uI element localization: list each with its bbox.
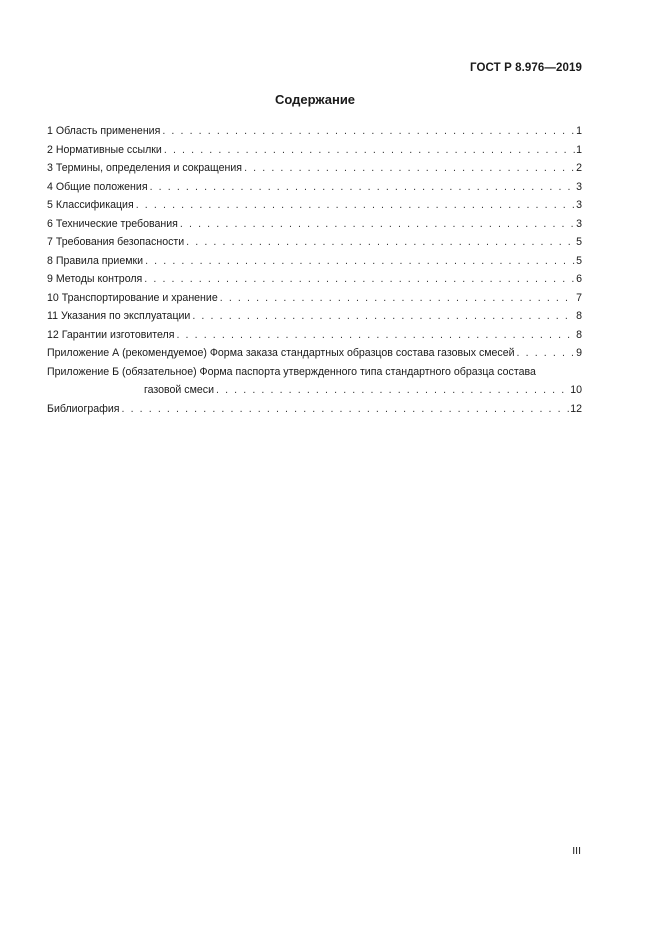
toc-leader-dots: [144, 270, 575, 289]
toc-entry-page: 3: [576, 217, 582, 230]
toc-entry-label: 11 Указания по эксплуатации: [47, 310, 191, 322]
toc-entry[interactable]: [47, 178, 582, 197]
toc-entry-page: 3: [576, 180, 582, 193]
toc-entry[interactable]: [47, 215, 582, 234]
toc-entry-label: 12 Гарантии изготовителя: [47, 328, 175, 341]
toc-entry-bibliography[interactable]: [47, 400, 582, 419]
toc-leader-dots: [136, 196, 575, 215]
toc-leader-dots: [192, 307, 575, 326]
toc-leader-dots: [176, 326, 575, 345]
toc-entry-page: 12: [570, 402, 582, 415]
toc-entry[interactable]: [47, 159, 582, 178]
page-number: III: [572, 845, 581, 857]
table-of-contents: [47, 122, 582, 418]
toc-entry-page: 5: [576, 236, 582, 248]
toc-entry[interactable]: [47, 233, 582, 252]
toc-entry-label: 5 Классификация: [47, 199, 134, 211]
toc-leader-dots: [180, 215, 575, 234]
toc-entry-label: 1 Область применения: [47, 125, 161, 137]
toc-entry-label: 10 Транспортирование и хранение: [47, 291, 218, 304]
document-code: ГОСТ Р 8.976—2019: [470, 62, 582, 74]
toc-entry-page: 5: [576, 254, 582, 267]
toc-entry-page: 7: [576, 291, 582, 304]
toc-entry[interactable]: [47, 196, 582, 215]
toc-entry-label: 3 Термины, определения и сокращения: [47, 162, 243, 174]
toc-leader-dots: [162, 122, 575, 141]
toc-entry[interactable]: [47, 252, 582, 271]
toc-entry-label: 6 Технические требования: [47, 217, 178, 230]
toc-entry-page: 8: [576, 328, 582, 341]
toc-entry[interactable]: [47, 270, 582, 289]
toc-entry[interactable]: [47, 141, 582, 160]
toc-entry-page: 3: [576, 199, 582, 211]
toc-entry-page: 10: [570, 384, 582, 396]
toc-entry[interactable]: [47, 326, 582, 345]
toc-entry-page: 1: [576, 125, 582, 137]
toc-entry-appendix-b[interactable]: [47, 363, 582, 400]
toc-leader-dots: [216, 381, 569, 400]
toc-entry-label: Приложение А (рекомендуемое) Форма заказа стандартных образцов состава газовых смесей: [47, 347, 515, 359]
toc-entry-label: 8 Правила приемки: [47, 254, 144, 267]
toc-entry-label-line2: газовой смеси: [144, 384, 214, 396]
toc-entry-label: 7 Требования безопасности: [47, 236, 185, 248]
toc-leader-dots: [220, 289, 575, 308]
toc-entry[interactable]: [47, 122, 582, 141]
toc-entry-label-line1: Приложение Б (обязательное) Форма паспорта утвержденного типа стандартного образца состава: [47, 365, 536, 378]
toc-leader-dots: [145, 252, 575, 271]
toc-leader-dots: [164, 141, 575, 160]
toc-leader-dots: [244, 159, 575, 178]
toc-entry-page: 8: [576, 310, 582, 322]
toc-entry-label: 9 Методы контроля: [47, 273, 143, 285]
toc-leader-dots: [121, 400, 569, 419]
toc-entry[interactable]: [47, 307, 582, 326]
toc-entry-label: 2 Нормативные ссылки: [47, 143, 162, 156]
toc-entry-page: 9: [576, 347, 582, 359]
toc-entry-label: 4 Общие положения: [47, 180, 148, 193]
toc-title: Содержание: [274, 92, 356, 107]
toc-entry-page: 1: [576, 143, 582, 156]
toc-entry-page: 6: [576, 273, 582, 285]
toc-entry-label: Библиография: [47, 402, 120, 415]
toc-leader-dots: [150, 178, 576, 197]
toc-leader-dots: [186, 233, 575, 252]
toc-entry-appendix-a[interactable]: [47, 344, 582, 363]
toc-entry[interactable]: [47, 289, 582, 308]
toc-entry-page: 2: [576, 162, 582, 174]
toc-leader-dots: [517, 344, 576, 363]
